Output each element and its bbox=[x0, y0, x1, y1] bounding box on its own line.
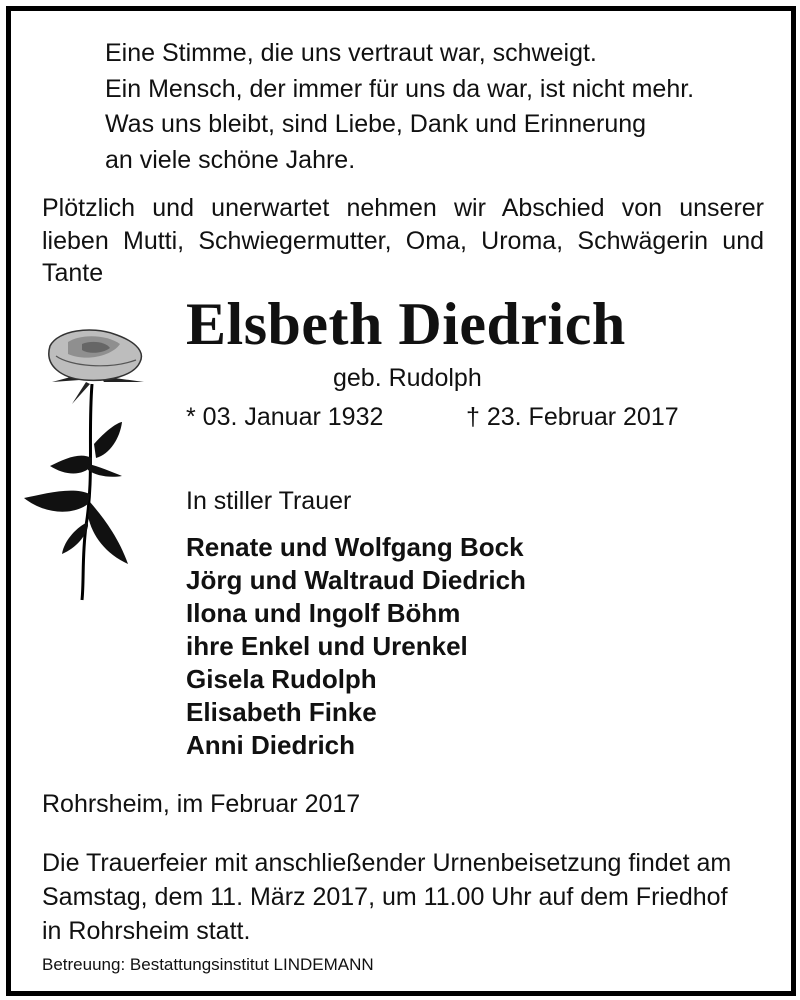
family-member: ihre Enkel und Urenkel bbox=[186, 631, 468, 661]
family-member: Renate und Wolfgang Bock bbox=[186, 532, 524, 562]
family-member: Anni Diedrich bbox=[186, 730, 356, 760]
birth-date: * 03. Januar 1932 bbox=[186, 403, 384, 431]
ceremony-info bbox=[42, 846, 731, 948]
deceased-name: Elsbeth Diedrich bbox=[186, 291, 626, 357]
family-member: Jörg und Waltraud Diedrich bbox=[186, 565, 526, 595]
family-list bbox=[186, 531, 526, 762]
death-date: † 23. Februar 2017 bbox=[466, 403, 679, 431]
poem bbox=[105, 36, 694, 178]
born-name: geb. Rudolph bbox=[333, 364, 482, 392]
family-member: Gisela Rudolph bbox=[186, 664, 377, 694]
ceremony-line: in Rohrsheim statt. bbox=[42, 917, 251, 945]
mourning-label: In stiller Trauer bbox=[186, 487, 352, 515]
ceremony-line: Die Trauerfeier mit anschließender Urnenbeisetzung findet am bbox=[42, 849, 732, 877]
poem-line: Ein Mensch, der immer für uns da war, ist nicht mehr. bbox=[105, 74, 695, 103]
family-member: Ilona und Ingolf Böhm bbox=[186, 598, 461, 628]
intro-line: Plötzlich und unerwartet nehmen wir Abschied von unserer bbox=[42, 194, 764, 222]
ceremony-line: Samstag, dem 11. März 2017, um 11.00 Uhr auf dem Friedhof bbox=[42, 883, 728, 911]
intro-line: lieben Mutti, Schwiegermutter, Oma, Uroma, Schwägerin und bbox=[42, 226, 764, 255]
intro-text bbox=[42, 192, 764, 290]
poem-line: Eine Stimme, die uns vertraut war, schweigt. bbox=[105, 39, 597, 67]
intro-line: Tante bbox=[42, 259, 104, 287]
poem-line: an viele schöne Jahre. bbox=[105, 145, 356, 174]
poem-line: Was uns bleibt, sind Liebe, Dank und Erinnerung bbox=[105, 110, 647, 138]
family-member: Elisabeth Finke bbox=[186, 697, 377, 727]
place-date: Rohrsheim, im Februar 2017 bbox=[42, 790, 361, 818]
rose-icon bbox=[22, 326, 152, 602]
funeral-home-note: Betreuung: Bestattungsinstitut LINDEMANN bbox=[42, 955, 374, 974]
